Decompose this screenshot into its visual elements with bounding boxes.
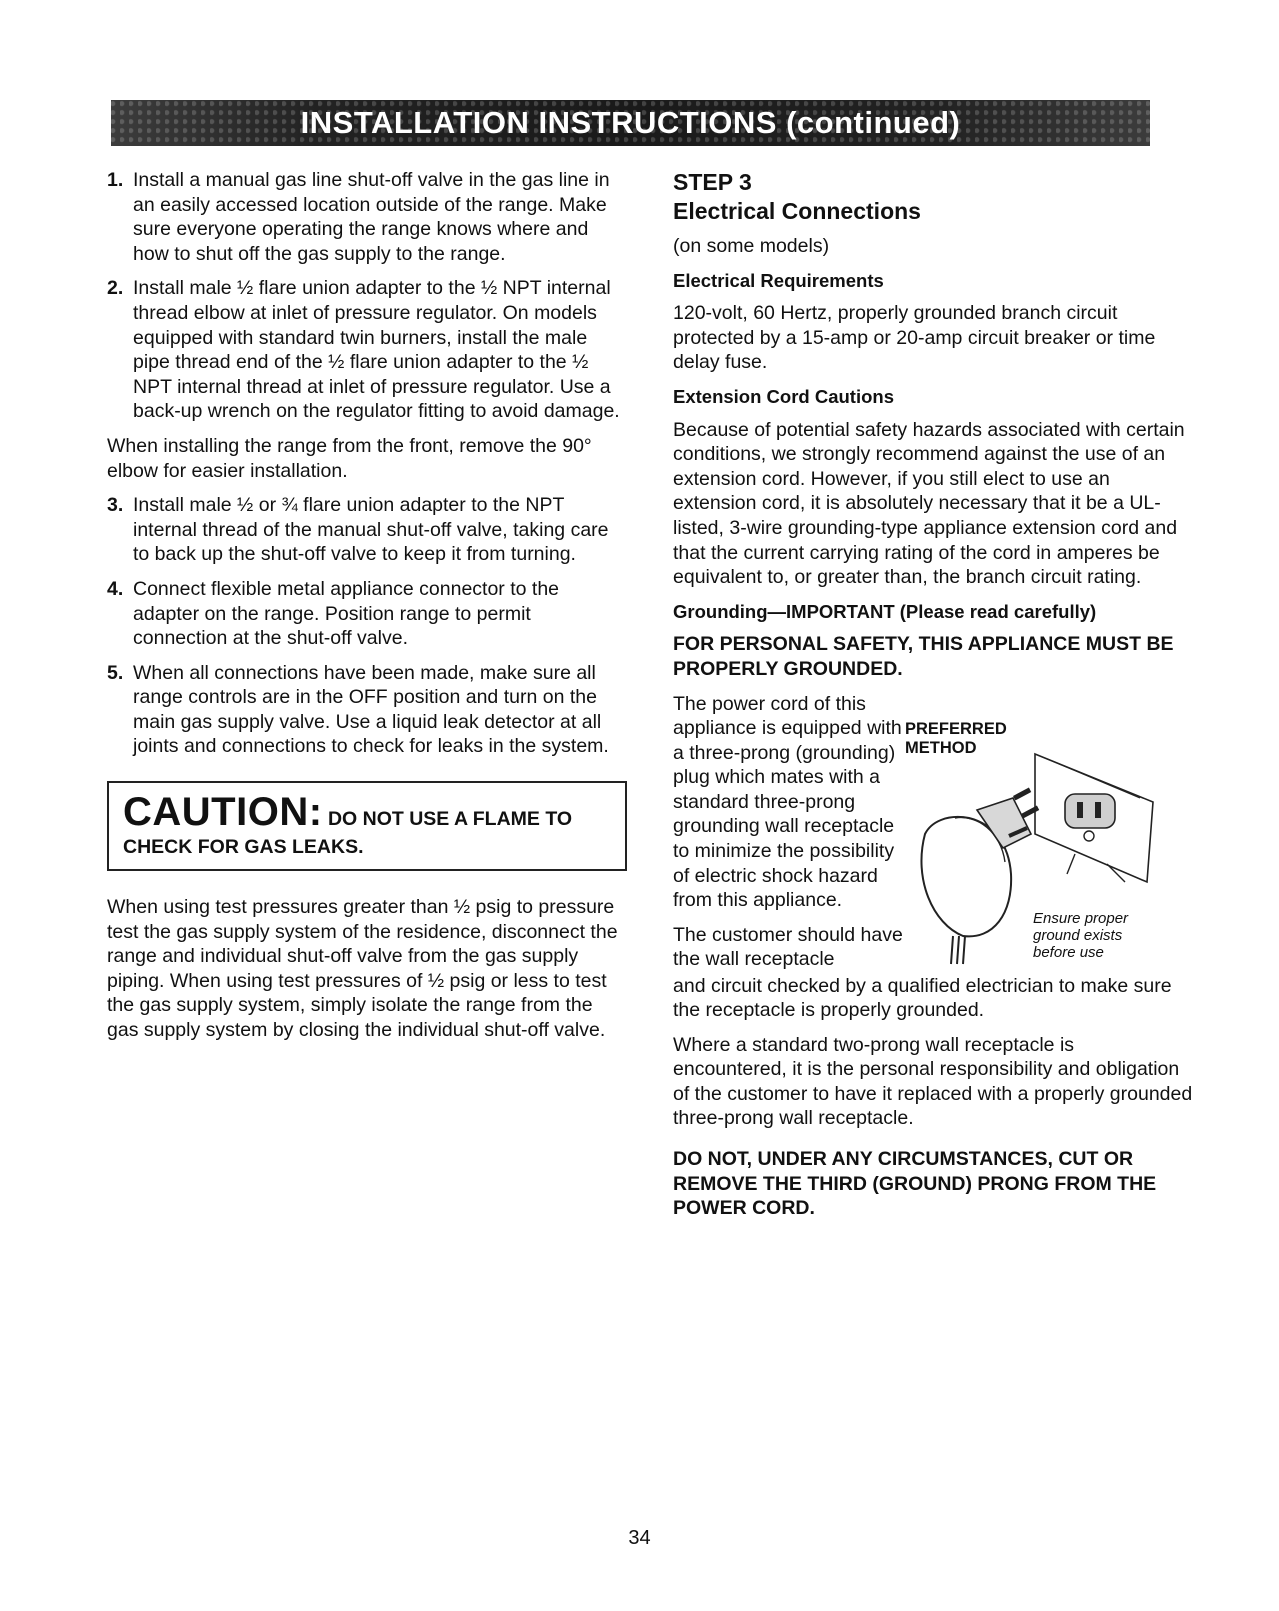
step-number: 2. <box>107 277 124 300</box>
extension-cord-heading: Extension Cord Cautions <box>673 385 894 407</box>
extension-cord-text: Because of potential safety hazards associated with certain conditions, we strongly recommend against the use of an extension cord. However, if you still elect to use an extension cord, it is absolutely necessary that it be a UL-listed, 3-wire grounding-type appliance extension cord and that the current carrying rating of the cord in amperes be equivalent to, or greater than, the branch circuit rating. <box>673 418 1185 589</box>
step-item <box>107 168 627 266</box>
plug-description <box>673 692 913 983</box>
step-text: Connect flexible metal appliance connector to the adapter on the range. Position range to permit connection at the shut-off valve. <box>133 577 560 650</box>
install-steps-list <box>107 168 627 424</box>
step-number: 3. <box>107 494 124 517</box>
step-text: Install a manual gas line shut-off valve in the gas line in an easily accessed location outside of the range. Make sure everyone operating the range knows where and how to shut off the gas supply to the range. <box>133 169 610 265</box>
section-banner <box>111 100 1150 146</box>
page-number: 34 <box>628 1527 651 1549</box>
step-item <box>107 661 627 759</box>
step-item <box>107 577 627 651</box>
page-title: INSTALLATION INSTRUCTIONS (continued) <box>300 105 961 140</box>
electrical-requirements-heading: Electrical Requirements <box>673 269 884 291</box>
left-column <box>107 168 627 1053</box>
right-column <box>673 168 1193 1231</box>
caution-box <box>107 781 627 871</box>
step-text: Install male ½ or ¾ flare union adapter to the NPT internal thread of the manual shut-off valve, taking care to back up the shut-off valve to keep it from turning. <box>133 494 609 566</box>
caution-lead: DO NOT USE A FLAME TO <box>327 808 573 831</box>
step-item <box>107 493 627 567</box>
electrical-requirements-text: 120-volt, 60 Hertz, properly grounded branch circuit protected by a 15-amp or 20-amp circuit breaker or time delay fuse. <box>673 302 1156 374</box>
two-prong-text: Where a standard two-prong wall receptacle is encountered, it is the personal responsibility and obligation of the customer to have it replaced with a properly grounded three-prong wall receptacle. <box>673 1033 1193 1130</box>
caution-word: CAUTION: <box>123 790 323 835</box>
plug-text: The power cord of this appliance is equipped with a three-prong (grounding) plug which mates with a standard three-prong grounding wall receptacle to minimize the possibility of electric shock hazard from this appliance. <box>673 692 902 912</box>
elbow-note: When installing the range from the front, remove the 90° elbow for easier installation. <box>107 434 592 482</box>
grounding-heading: Grounding—IMPORTANT (Please read carefully) <box>673 600 1097 622</box>
step-number: 4. <box>107 577 124 600</box>
step-number: 1. <box>107 169 124 191</box>
step-text: Install male ½ flare union adapter to the ½ NPT internal thread elbow at inlet of pressure regulator. On models equipped with standard twin burners, install the male pipe thread end of the ½ flare union adapter to the ½ NPT internal thread at inlet of pressure regulator. Use a back-up wrench on the regulator fitting to avoid damage. <box>133 277 620 423</box>
preferred-method-label: PREFERRED METHOD <box>905 719 1007 757</box>
customer-text-a: The customer should have the wall receptacle <box>673 923 903 971</box>
step-heading: STEP 3 <box>673 169 752 195</box>
ensure-ground-caption: Ensure proper ground exists before use <box>1033 909 1129 961</box>
safety-statement: FOR PERSONAL SAFETY, THIS APPLIANCE MUST BE PROPERLY GROUNDED. <box>673 633 1174 680</box>
grounded-plug-figure <box>885 714 1185 974</box>
models-note: (on some models) <box>673 235 830 257</box>
prong-warning: DO NOT, UNDER ANY CIRCUMSTANCES, CUT OR REMOVE THE THIRD (GROUND) PRONG FROM THE POWER CORD. <box>673 1148 1157 1220</box>
caution-rest: CHECK FOR GAS LEAKS. <box>123 836 364 859</box>
customer-text-b: and circuit checked by a qualified electrician to make sure the receptacle is properly grounded. <box>673 974 1172 1022</box>
step-text: When all connections have been made, make sure all range controls are in the OFF position and turn on the main gas supply valve. Use a liquid leak detector at all joints and connections to check for leaks in the system. <box>133 661 609 758</box>
pressure-test-paragraph: When using test pressures greater than ½ psig to pressure test the gas supply system of the residence, disconnect the range and individual shut-off valve from the gas supply piping. When using test pressures of ½ psig or less to test the gas supply system, simply isolate the range from the gas supply system by closing the individual shut-off valve. <box>107 896 618 1042</box>
step-number: 5. <box>107 661 124 684</box>
step-item <box>107 276 627 424</box>
install-steps-list-continued <box>107 493 627 759</box>
section-heading: Electrical Connections <box>673 198 921 224</box>
grounding-section <box>673 692 1193 974</box>
